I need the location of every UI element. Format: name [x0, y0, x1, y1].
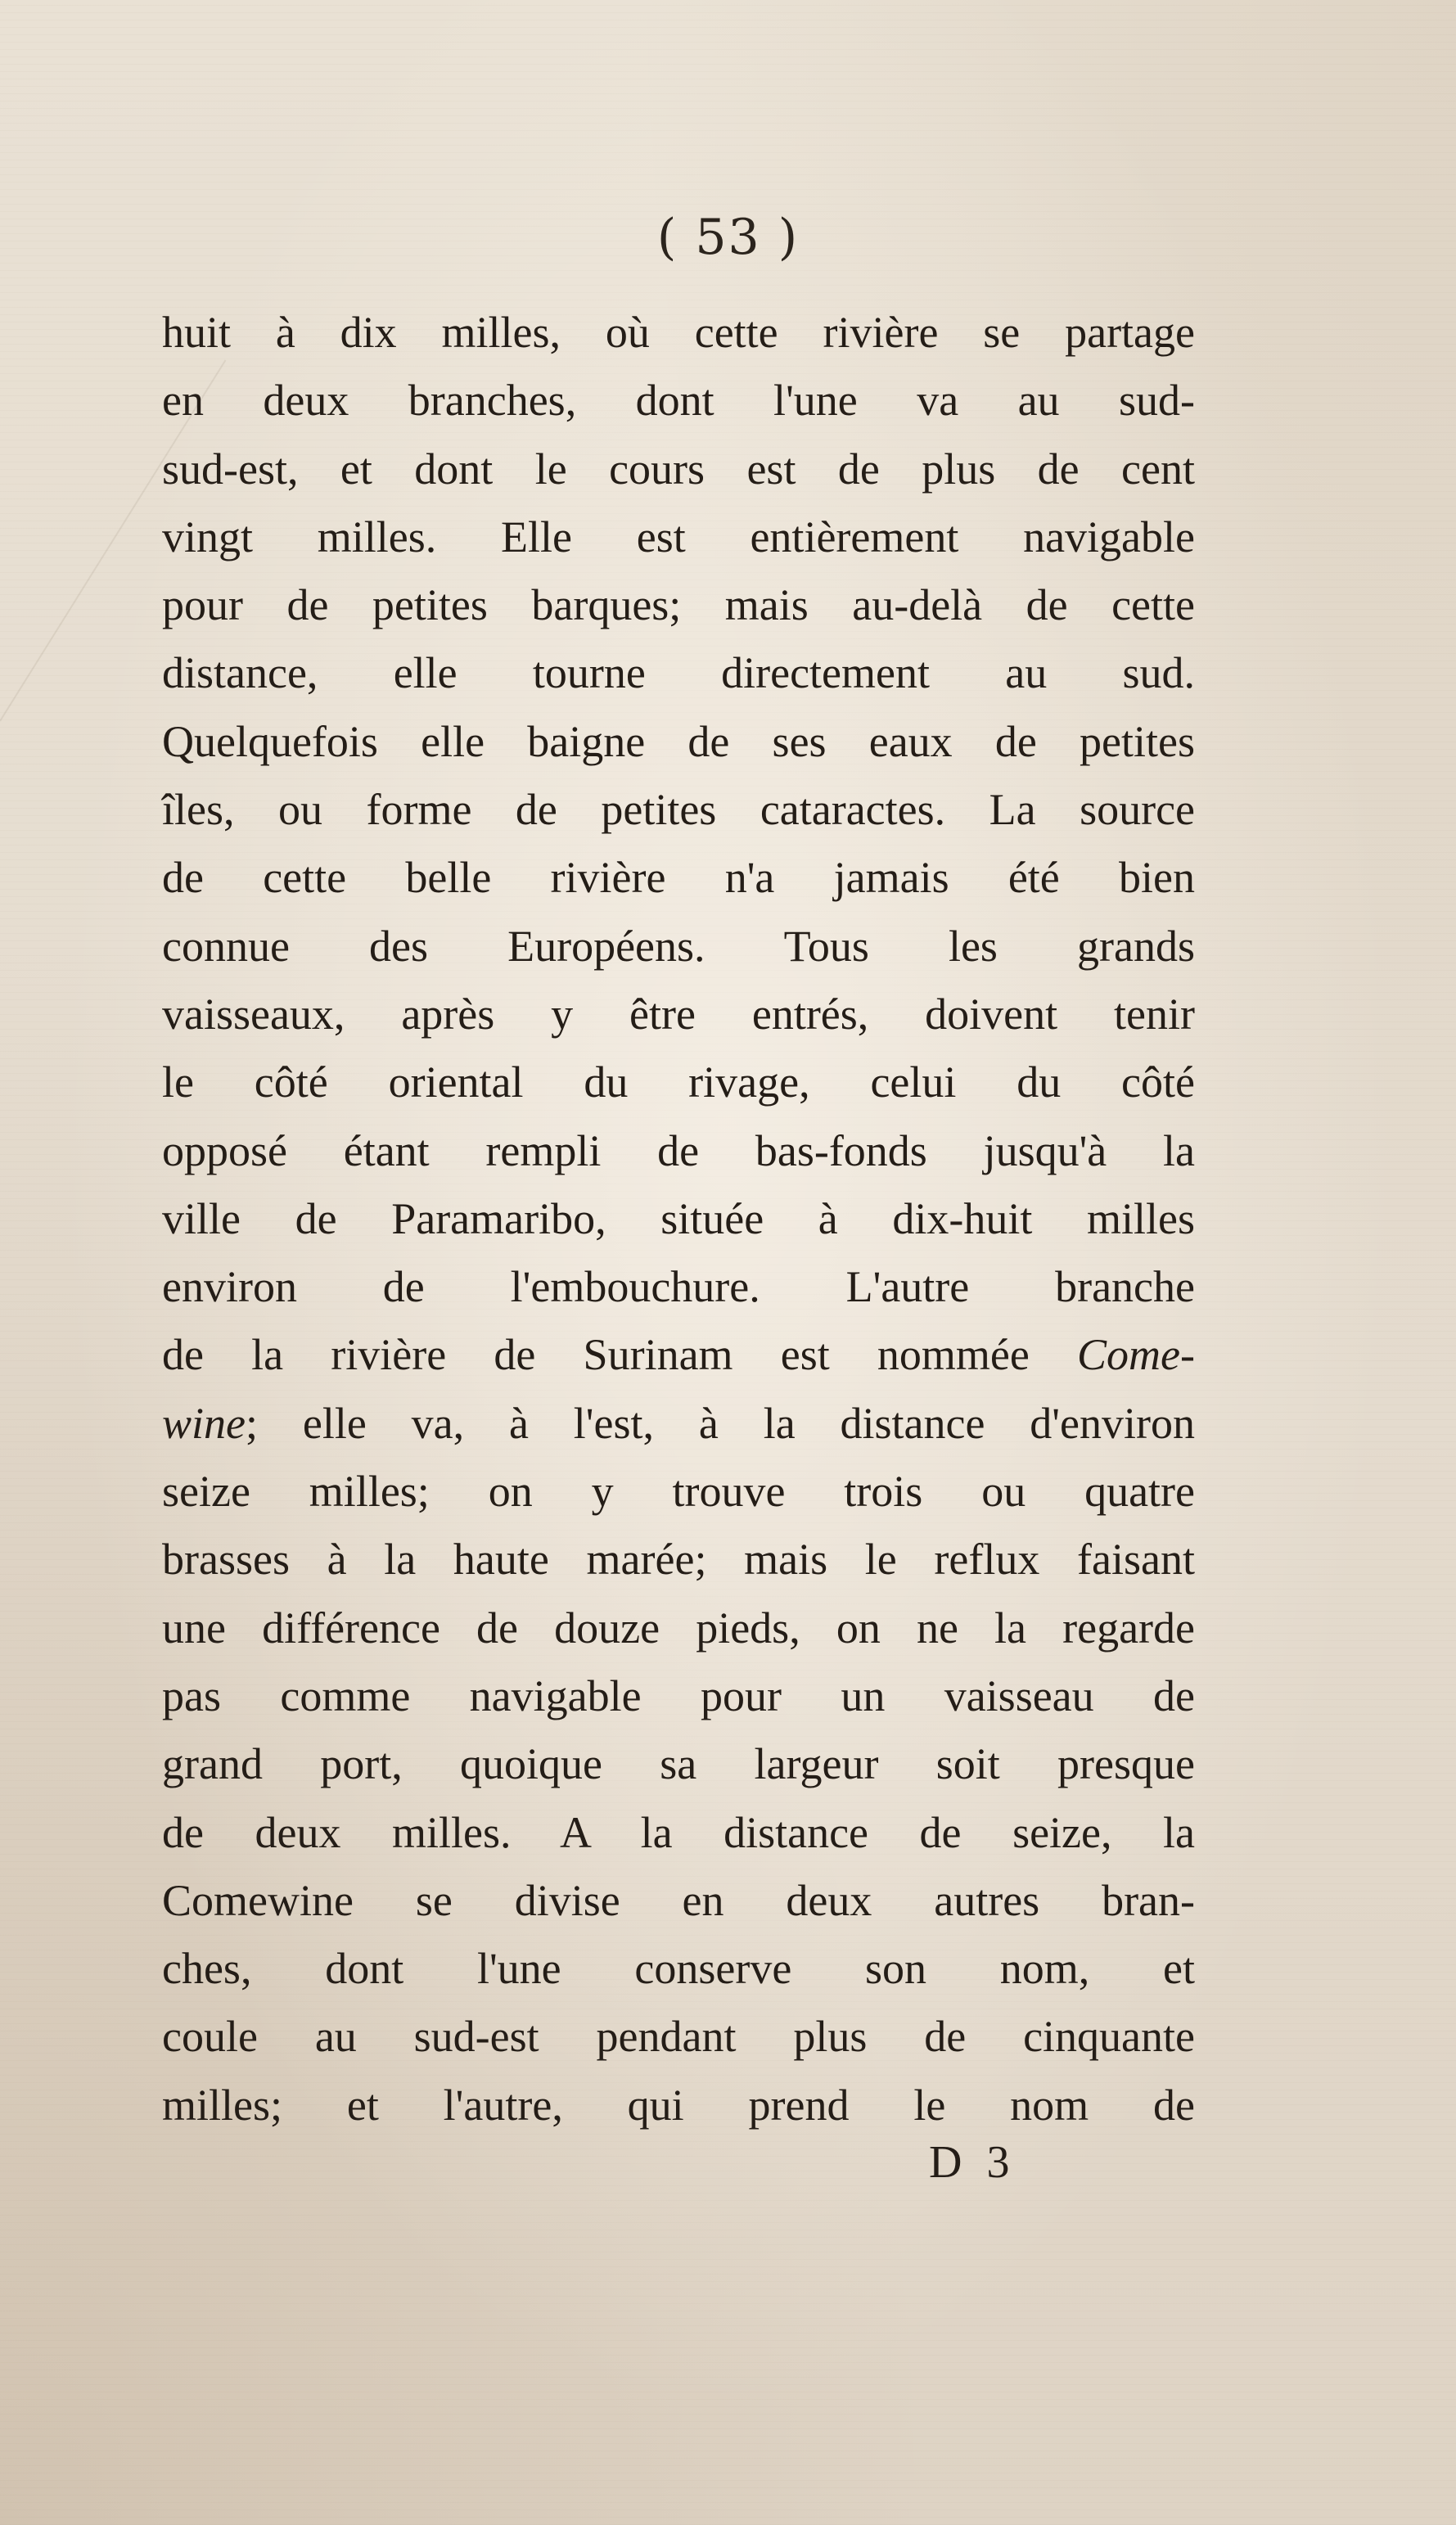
text-line: le côté oriental du rivage, celui du côté	[162, 1057, 1195, 1107]
italic-word: wine	[162, 1398, 246, 1448]
text-line: îles, ou forme de petites cataractes. La source	[162, 785, 1195, 835]
text-line: sud-est, et dont le cours est de plus de cent	[162, 444, 1195, 494]
signature-mark: D 3	[929, 2137, 1016, 2188]
text-line: de la rivière de Surinam est nommée Come-	[162, 1330, 1195, 1380]
text-line: Quelquefois elle baigne de ses eaux de petites	[162, 716, 1195, 766]
text-line: en deux branches, dont l'une va au sud-	[162, 376, 1195, 426]
body-text	[162, 299, 1195, 2139]
text-line: environ de l'embouchure. L'autre branche	[162, 1262, 1195, 1312]
text-line: pour de petites barques; mais au-delà de cette	[162, 580, 1195, 630]
text-line: ches, dont l'une conserve son nom, et	[162, 1944, 1195, 1994]
text-line: une différence de douze pieds, on ne la regarde	[162, 1603, 1195, 1653]
text-line: pas comme navigable pour un vaisseau de	[162, 1671, 1195, 1720]
text-line: opposé étant rempli de bas-fonds jusqu'à la	[162, 1125, 1195, 1175]
text-line: grand port, quoique sa largeur soit presque	[162, 1739, 1195, 1789]
text-line: huit à dix milles, où cette rivière se partage	[162, 308, 1195, 357]
text-line: connue des Européens. Tous les grands	[162, 921, 1195, 971]
text-line: de deux milles. A la distance de seize, la	[162, 1807, 1195, 1857]
text-line: distance, elle tourne directement au sud.	[162, 648, 1195, 698]
text-line: Comewine se divise en deux autres bran-	[162, 1875, 1195, 1925]
page-number: ( 53 )	[656, 209, 800, 266]
text-line: seize milles; on y trouve trois ou quatre	[162, 1467, 1195, 1517]
text-line: ville de Paramaribo, située à dix-huit milles	[162, 1193, 1195, 1243]
text-line: vaisseaux, après y être entrés, doivent tenir	[162, 989, 1195, 1039]
text-line: brasses à la haute marée; mais le reflux faisant	[162, 1535, 1195, 1585]
text-line: vingt milles. Elle est entièrement navigable	[162, 512, 1195, 561]
text-line: coule au sud-est pendant plus de cinquante	[162, 2012, 1195, 2062]
italic-word: Come-	[1077, 1330, 1195, 1380]
text-line: milles; et l'autre, qui prend le nom de	[162, 2080, 1195, 2130]
text-line: de cette belle rivière n'a jamais été bien	[162, 853, 1195, 903]
text-line: wine; elle va, à l'est, à la distance d'environ	[162, 1398, 1195, 1448]
